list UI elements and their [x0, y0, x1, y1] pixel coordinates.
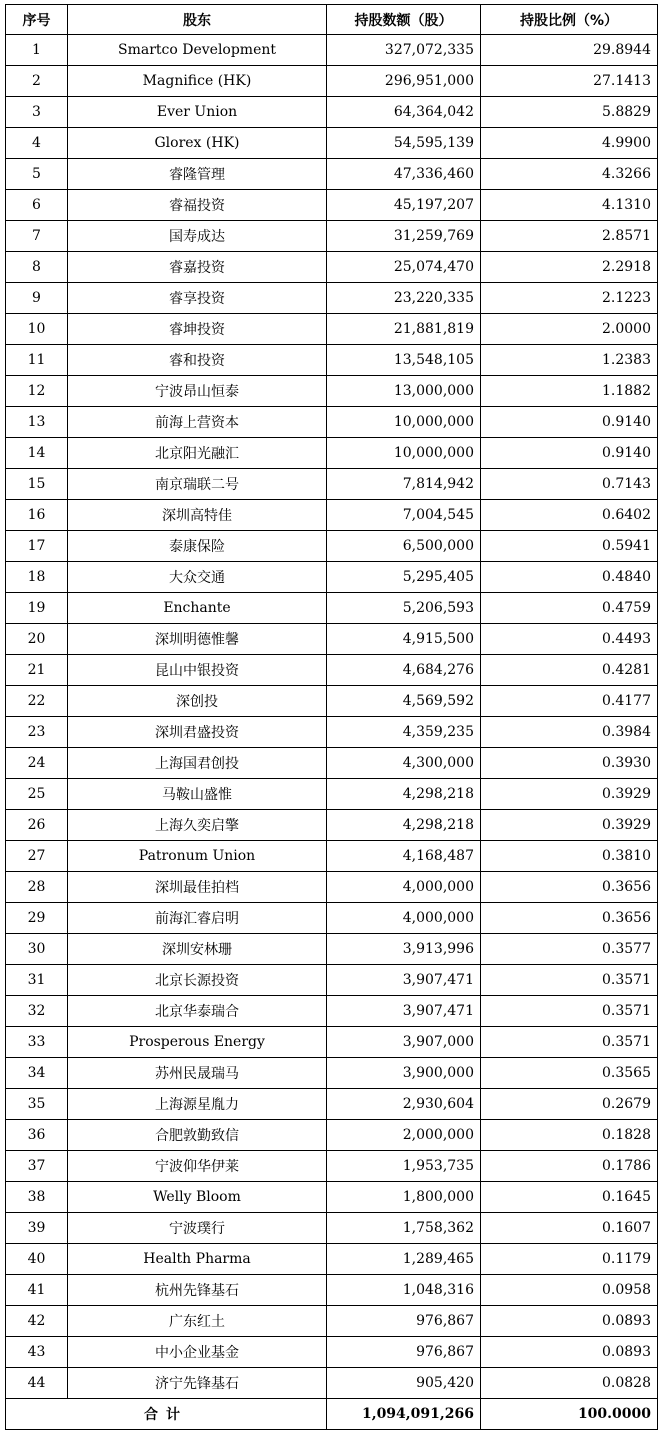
table-row: [6, 810, 658, 841]
row-shareholder: 上海久奕启擎: [68, 810, 327, 841]
row-ratio: 0.2679: [481, 1089, 658, 1120]
row-serial: 2: [6, 66, 68, 97]
row-shares: 1,048,316: [327, 1275, 481, 1306]
row-serial: 33: [6, 1027, 68, 1058]
row-shares: 4,915,500: [327, 624, 481, 655]
row-shareholder: 睿和投资: [68, 345, 327, 376]
row-shares: 6,500,000: [327, 531, 481, 562]
table-row: [6, 500, 658, 531]
row-ratio: 0.1786: [481, 1151, 658, 1182]
row-shareholder: 上海国君创投: [68, 748, 327, 779]
table-row: [6, 996, 658, 1027]
row-ratio: 0.1179: [481, 1244, 658, 1275]
row-serial: 26: [6, 810, 68, 841]
row-shareholder: 深圳最佳拍档: [68, 872, 327, 903]
table-row: [6, 66, 658, 97]
row-serial: 14: [6, 438, 68, 469]
row-ratio: 0.6402: [481, 500, 658, 531]
table-row: [6, 1089, 658, 1120]
table-row: [6, 1213, 658, 1244]
row-shareholder: 深圳君盛投资: [68, 717, 327, 748]
row-shareholder: 中小企业基金: [68, 1337, 327, 1368]
row-shareholder: Glorex (HK): [68, 128, 327, 159]
row-serial: 36: [6, 1120, 68, 1151]
table-row: [6, 903, 658, 934]
row-shares: 4,168,487: [327, 841, 481, 872]
row-shares: 5,295,405: [327, 562, 481, 593]
row-ratio: 0.4281: [481, 655, 658, 686]
row-ratio: 0.3930: [481, 748, 658, 779]
row-shareholder: 宁波昂山恒泰: [68, 376, 327, 407]
row-shareholder: 北京长源投资: [68, 965, 327, 996]
row-shareholder: 北京华泰瑞合: [68, 996, 327, 1027]
table-row: [6, 593, 658, 624]
row-shares: 13,548,105: [327, 345, 481, 376]
row-shares: 1,758,362: [327, 1213, 481, 1244]
row-shareholder: 北京阳光融汇: [68, 438, 327, 469]
row-serial: 37: [6, 1151, 68, 1182]
row-serial: 6: [6, 190, 68, 221]
row-ratio: 0.4493: [481, 624, 658, 655]
table-row: [6, 159, 658, 190]
table-row: [6, 562, 658, 593]
row-shares: 1,289,465: [327, 1244, 481, 1275]
row-serial: 25: [6, 779, 68, 810]
total-row: [6, 1399, 658, 1430]
row-shareholder: 睿嘉投资: [68, 252, 327, 283]
row-ratio: 29.8944: [481, 35, 658, 66]
table-row: [6, 1027, 658, 1058]
row-ratio: 0.0828: [481, 1368, 658, 1399]
row-shares: 4,298,218: [327, 779, 481, 810]
row-ratio: 0.3571: [481, 965, 658, 996]
header-serial: 序号: [6, 5, 68, 35]
table-row: [6, 190, 658, 221]
row-ratio: 0.7143: [481, 469, 658, 500]
row-ratio: 4.3266: [481, 159, 658, 190]
row-shares: 7,814,942: [327, 469, 481, 500]
row-serial: 41: [6, 1275, 68, 1306]
row-ratio: 2.0000: [481, 314, 658, 345]
table-row: [6, 376, 658, 407]
row-serial: 35: [6, 1089, 68, 1120]
row-ratio: 0.3656: [481, 903, 658, 934]
row-shareholder: 睿隆管理: [68, 159, 327, 190]
row-shares: 25,074,470: [327, 252, 481, 283]
row-shares: 976,867: [327, 1306, 481, 1337]
row-serial: 22: [6, 686, 68, 717]
row-serial: 15: [6, 469, 68, 500]
table-row: [6, 345, 658, 376]
table-row: [6, 1244, 658, 1275]
total-ratio: 100.0000: [481, 1399, 658, 1430]
row-shareholder: Smartco Development: [68, 35, 327, 66]
table-body: [6, 35, 658, 1399]
header-ratio: 持股比例（%）: [481, 5, 658, 35]
table-row: [6, 779, 658, 810]
row-shares: 10,000,000: [327, 438, 481, 469]
row-ratio: 2.2918: [481, 252, 658, 283]
row-ratio: 0.4177: [481, 686, 658, 717]
row-ratio: 0.0958: [481, 1275, 658, 1306]
table-row: [6, 1120, 658, 1151]
row-shares: 45,197,207: [327, 190, 481, 221]
row-shareholder: 苏州民晟瑞马: [68, 1058, 327, 1089]
row-ratio: 0.3571: [481, 996, 658, 1027]
row-shares: 3,907,471: [327, 996, 481, 1027]
row-serial: 29: [6, 903, 68, 934]
total-shares: 1,094,091,266: [327, 1399, 481, 1430]
table-row: [6, 252, 658, 283]
row-shares: 5,206,593: [327, 593, 481, 624]
row-serial: 21: [6, 655, 68, 686]
row-shareholder: 杭州先锋基石: [68, 1275, 327, 1306]
row-shares: 4,359,235: [327, 717, 481, 748]
table-row: [6, 1151, 658, 1182]
table-row: [6, 97, 658, 128]
row-serial: 20: [6, 624, 68, 655]
row-shares: 2,930,604: [327, 1089, 481, 1120]
row-shareholder: Enchante: [68, 593, 327, 624]
row-serial: 4: [6, 128, 68, 159]
table-row: [6, 314, 658, 345]
table-row: [6, 1275, 658, 1306]
row-serial: 7: [6, 221, 68, 252]
table-row: [6, 624, 658, 655]
row-shareholder: 广东红土: [68, 1306, 327, 1337]
table-row: [6, 1368, 658, 1399]
row-shares: 4,684,276: [327, 655, 481, 686]
table-row: [6, 469, 658, 500]
row-shares: 64,364,042: [327, 97, 481, 128]
row-serial: 19: [6, 593, 68, 624]
table-row: [6, 407, 658, 438]
row-shareholder: 昆山中银投资: [68, 655, 327, 686]
row-shares: 4,569,592: [327, 686, 481, 717]
row-ratio: 0.3810: [481, 841, 658, 872]
row-serial: 31: [6, 965, 68, 996]
row-shareholder: 深圳高特佳: [68, 500, 327, 531]
row-shares: 3,913,996: [327, 934, 481, 965]
table-row: [6, 1182, 658, 1213]
row-serial: 42: [6, 1306, 68, 1337]
row-ratio: 0.0893: [481, 1337, 658, 1368]
row-shares: 21,881,819: [327, 314, 481, 345]
row-serial: 12: [6, 376, 68, 407]
row-shares: 54,595,139: [327, 128, 481, 159]
row-serial: 3: [6, 97, 68, 128]
table-row: [6, 128, 658, 159]
row-ratio: 0.3984: [481, 717, 658, 748]
row-shares: 3,900,000: [327, 1058, 481, 1089]
row-shareholder: Welly Bloom: [68, 1182, 327, 1213]
row-serial: 10: [6, 314, 68, 345]
row-shareholder: 睿享投资: [68, 283, 327, 314]
row-serial: 40: [6, 1244, 68, 1275]
row-shares: 296,951,000: [327, 66, 481, 97]
row-serial: 23: [6, 717, 68, 748]
table-row: [6, 1058, 658, 1089]
row-ratio: 0.3929: [481, 810, 658, 841]
row-shares: 13,000,000: [327, 376, 481, 407]
row-shareholder: Prosperous Energy: [68, 1027, 327, 1058]
shareholder-table: [5, 4, 658, 1430]
row-shares: 4,298,218: [327, 810, 481, 841]
row-ratio: 0.9140: [481, 407, 658, 438]
row-shareholder: 南京瑞联二号: [68, 469, 327, 500]
row-ratio: 0.3571: [481, 1027, 658, 1058]
row-serial: 38: [6, 1182, 68, 1213]
row-serial: 44: [6, 1368, 68, 1399]
row-shareholder: 前海上营资本: [68, 407, 327, 438]
table-row: [6, 531, 658, 562]
row-serial: 8: [6, 252, 68, 283]
table-row: [6, 934, 658, 965]
row-ratio: 0.4840: [481, 562, 658, 593]
row-shareholder: Ever Union: [68, 97, 327, 128]
table-footer: [6, 1399, 658, 1430]
row-shareholder: 合肥敦勤致信: [68, 1120, 327, 1151]
row-shareholder: 深圳安林珊: [68, 934, 327, 965]
row-ratio: 27.1413: [481, 66, 658, 97]
row-ratio: 0.0893: [481, 1306, 658, 1337]
row-ratio: 1.1882: [481, 376, 658, 407]
row-shares: 905,420: [327, 1368, 481, 1399]
row-serial: 5: [6, 159, 68, 190]
row-shares: 327,072,335: [327, 35, 481, 66]
row-ratio: 0.4759: [481, 593, 658, 624]
row-serial: 43: [6, 1337, 68, 1368]
row-shares: 4,000,000: [327, 903, 481, 934]
row-shareholder: 睿坤投资: [68, 314, 327, 345]
row-shares: 4,300,000: [327, 748, 481, 779]
row-serial: 1: [6, 35, 68, 66]
table-row: [6, 686, 658, 717]
table-row: [6, 35, 658, 66]
row-shares: 10,000,000: [327, 407, 481, 438]
row-shareholder: 前海汇睿启明: [68, 903, 327, 934]
row-shareholder: 上海源星胤力: [68, 1089, 327, 1120]
row-shareholder: Magnifice (HK): [68, 66, 327, 97]
row-shareholder: 宁波璞行: [68, 1213, 327, 1244]
row-shareholder: 国寿成达: [68, 221, 327, 252]
table-header: [6, 5, 658, 35]
row-ratio: 2.1223: [481, 283, 658, 314]
row-shareholder: Patronum Union: [68, 841, 327, 872]
row-serial: 24: [6, 748, 68, 779]
row-ratio: 2.8571: [481, 221, 658, 252]
row-shares: 31,259,769: [327, 221, 481, 252]
row-shareholder: 大众交通: [68, 562, 327, 593]
table-row: [6, 841, 658, 872]
row-ratio: 0.3656: [481, 872, 658, 903]
row-shares: 1,800,000: [327, 1182, 481, 1213]
row-shareholder: 宁波仰华伊莱: [68, 1151, 327, 1182]
row-serial: 34: [6, 1058, 68, 1089]
row-shareholder: 睿福投资: [68, 190, 327, 221]
table-row: [6, 717, 658, 748]
row-serial: 32: [6, 996, 68, 1027]
row-shares: 23,220,335: [327, 283, 481, 314]
row-shares: 3,907,471: [327, 965, 481, 996]
row-serial: 13: [6, 407, 68, 438]
row-ratio: 0.9140: [481, 438, 658, 469]
row-ratio: 0.3577: [481, 934, 658, 965]
row-shares: 7,004,545: [327, 500, 481, 531]
row-ratio: 5.8829: [481, 97, 658, 128]
table-row: [6, 655, 658, 686]
row-ratio: 0.3565: [481, 1058, 658, 1089]
row-shareholder: 深创投: [68, 686, 327, 717]
row-ratio: 0.1607: [481, 1213, 658, 1244]
table-row: [6, 748, 658, 779]
row-shares: 2,000,000: [327, 1120, 481, 1151]
row-shares: 976,867: [327, 1337, 481, 1368]
table-row: [6, 221, 658, 252]
row-serial: 17: [6, 531, 68, 562]
row-serial: 11: [6, 345, 68, 376]
row-serial: 16: [6, 500, 68, 531]
row-serial: 9: [6, 283, 68, 314]
row-ratio: 1.2383: [481, 345, 658, 376]
row-ratio: 4.9900: [481, 128, 658, 159]
row-shareholder: 马鞍山盛惟: [68, 779, 327, 810]
header-row: [6, 5, 658, 35]
table-row: [6, 438, 658, 469]
row-serial: 18: [6, 562, 68, 593]
row-serial: 30: [6, 934, 68, 965]
row-shares: 3,907,000: [327, 1027, 481, 1058]
table-row: [6, 965, 658, 996]
row-serial: 39: [6, 1213, 68, 1244]
row-ratio: 0.1645: [481, 1182, 658, 1213]
row-ratio: 4.1310: [481, 190, 658, 221]
header-shareholder: 股东: [68, 5, 327, 35]
row-shares: 1,953,735: [327, 1151, 481, 1182]
row-serial: 27: [6, 841, 68, 872]
row-shareholder: 泰康保险: [68, 531, 327, 562]
table-row: [6, 1306, 658, 1337]
row-ratio: 0.5941: [481, 531, 658, 562]
row-shareholder: Health Pharma: [68, 1244, 327, 1275]
row-shareholder: 济宁先锋基石: [68, 1368, 327, 1399]
row-serial: 28: [6, 872, 68, 903]
header-shares: 持股数额（股）: [327, 5, 481, 35]
row-ratio: 0.3929: [481, 779, 658, 810]
total-label: 合计: [6, 1399, 327, 1430]
row-ratio: 0.1828: [481, 1120, 658, 1151]
row-shareholder: 深圳明德惟馨: [68, 624, 327, 655]
row-shares: 47,336,460: [327, 159, 481, 190]
table-row: [6, 283, 658, 314]
table-row: [6, 1337, 658, 1368]
row-shares: 4,000,000: [327, 872, 481, 903]
table-row: [6, 872, 658, 903]
